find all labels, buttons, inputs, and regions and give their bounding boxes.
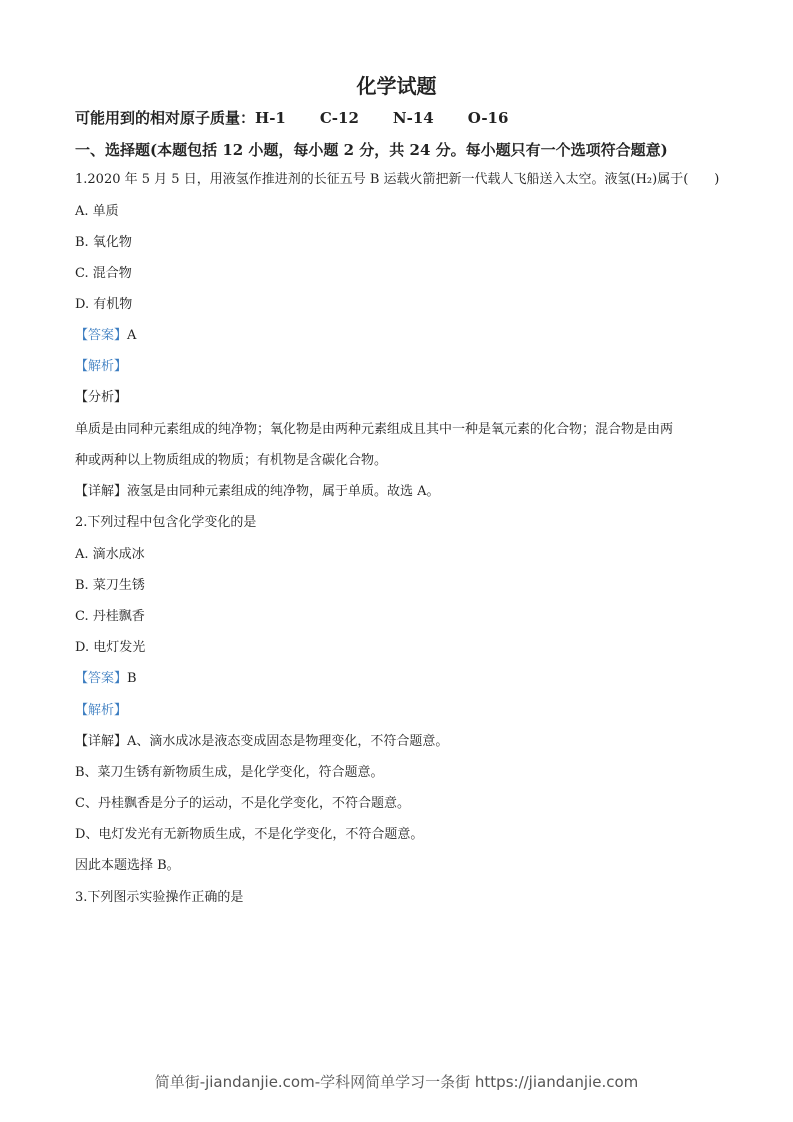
q2-stem: 2.下列过程中包含化学变化的是 bbox=[75, 515, 257, 530]
q2-detail-5: 因此本题选择 B。 bbox=[75, 858, 180, 873]
q1-option-d: D. 有机物 bbox=[75, 297, 133, 312]
q1-analysis-2: 种或两种以上物质组成的物质；有机物是含碳化合物。 bbox=[75, 453, 388, 468]
q2-answer bbox=[75, 671, 137, 687]
answer-label: 【答案】 bbox=[75, 671, 128, 686]
q2-jiexi: 【解析】 bbox=[75, 703, 128, 718]
q2-option-a: A. 滴水成冰 bbox=[75, 547, 145, 562]
section-heading: 一、选择题(本题包括 12 小题，每小题 2 分，共 24 分。每小题只有一个选项符合题意) bbox=[75, 141, 668, 159]
answer-value: A bbox=[127, 328, 137, 343]
q1-analysis-1: 单质是由同种元素组成的纯净物；氧化物是由两种元素组成且其中一种是氧元素的化合物；混合物是由两 bbox=[75, 422, 674, 437]
q2-detail-3: C、丹桂飘香是分子的运动，不是化学变化，不符合题意。 bbox=[75, 796, 410, 811]
q2-detail-4: D、电灯发光有无新物质生成，不是化学变化，不符合题意。 bbox=[75, 827, 424, 842]
q1-stem: 1.2020 年 5 月 5 日，用液氢作推进剂的长征五号 B 运载火箭把新一代载人飞船送入太空。液氢(H₂)属于( ) bbox=[75, 172, 720, 187]
q1-option-b: B. 氧化物 bbox=[75, 235, 132, 250]
q2-option-c: C. 丹桂飘香 bbox=[75, 609, 145, 624]
q2-option-d: D. 电灯发光 bbox=[75, 640, 146, 655]
q2-option-b: B. 菜刀生锈 bbox=[75, 578, 145, 593]
mass-c: C-12 bbox=[319, 109, 359, 127]
q1-jiexi: 【解析】 bbox=[75, 359, 128, 374]
q1-option-c: C. 混合物 bbox=[75, 266, 132, 281]
answer-value: B bbox=[127, 671, 137, 686]
q2-detail-1: 【详解】A、滴水成冰是液态变成固态是物理变化，不符合题意。 bbox=[75, 734, 449, 749]
q2-detail-2: B、菜刀生锈有新物质生成，是化学变化，符合题意。 bbox=[75, 765, 384, 780]
mass-n: N-14 bbox=[392, 109, 434, 127]
atomic-mass-label: 可能用到的相对原子质量： bbox=[75, 109, 256, 127]
q3-stem: 3.下列图示实验操作正确的是 bbox=[75, 890, 244, 905]
footer-watermark: 简单街-jiandanjie.com-学科网简单学习一条街 https://jiandanjie.com bbox=[154, 1073, 639, 1091]
q1-fenxi: 【分析】 bbox=[75, 390, 128, 405]
q1-option-a: A. 单质 bbox=[75, 204, 119, 219]
mass-h: H-1 bbox=[255, 109, 286, 127]
page-title: 化学试题 bbox=[356, 74, 437, 98]
answer-label: 【答案】 bbox=[75, 328, 128, 343]
q1-answer bbox=[75, 328, 136, 344]
atomic-mass-line bbox=[75, 110, 508, 126]
mass-o: O-16 bbox=[467, 109, 509, 127]
q1-detail: 【详解】液氢是由同种元素组成的纯净物，属于单质。故选 A。 bbox=[75, 484, 440, 499]
